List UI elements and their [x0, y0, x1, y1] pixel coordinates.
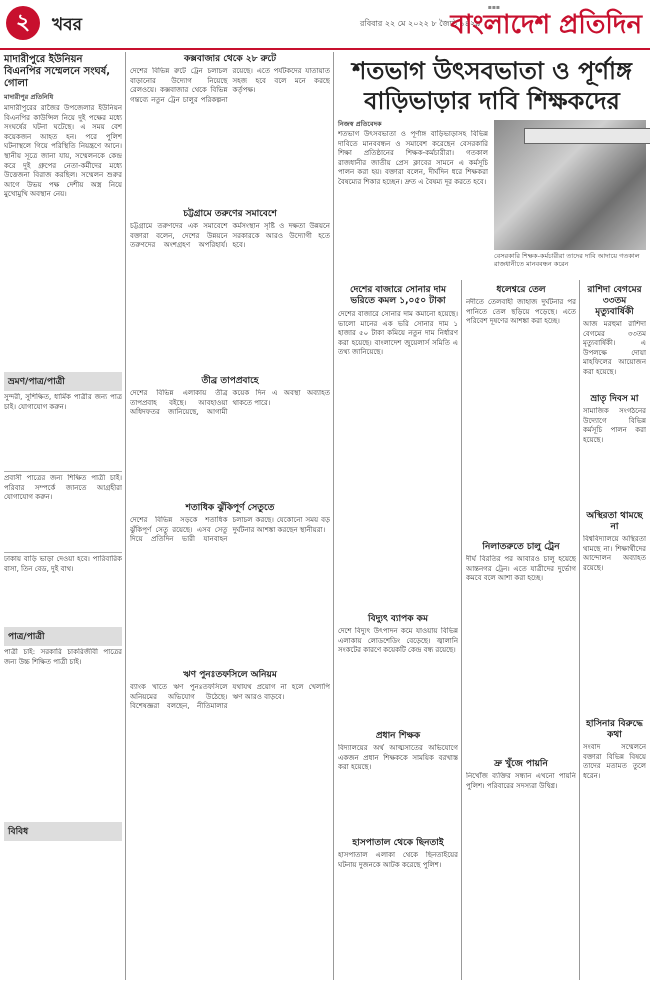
story-headline: অস্থিরতা থামছে না [586, 511, 643, 532]
story-body: সংবাদ সম্মেলনে বক্তারা বিভিন্ন বিষয়ে তাদের মতামত তুলে ধরেন। [583, 743, 646, 780]
story-body: বিশ্ববিদ্যালয়ে অস্থিরতা থামছে না। শিক্ষার্থীদের আন্দোলন অব্যাহত রয়েছে। [583, 535, 646, 572]
lead-photo [494, 120, 646, 250]
logo-mark: ▪▪▪ [487, 4, 500, 11]
column-divider [333, 52, 334, 980]
story-headline: কক্সবাজার থেকে ২৮ রুটে [183, 54, 277, 64]
story-headline: ধলেশ্বরে তেল [496, 285, 546, 295]
newspaper-logo: বাংলাদেশ প্রতিদিন [450, 10, 642, 40]
section-title: খবর [52, 15, 82, 35]
story-body: ব্যাংক খাতে ঋণ পুনঃতফসিলে অনিয়মের অভিযোগ উঠেছে। বিশেষজ্ঞরা বলছেন, নীতিমালার যথাযথ প্রয়োগ না হলে খেলাপি ঋণ আরও বাড়বে। [130, 683, 330, 711]
story-body: দেশের বিভিন্ন সড়কে শতাধিক ঝুঁকিপূর্ণ সেতু রয়েছে। এসব সেতু দিয়ে প্রতিদিন ভারী যানবাহন চলাচল করছে। যেকোনো সময় বড় দুর্ঘটনার আশঙ্কা করছেন স্থানীয়রা। [130, 516, 330, 544]
lead-byline: নিজস্ব প্রতিবেদক [338, 120, 382, 128]
story-headline: নিলাতরুতে চালু ট্রেন [482, 542, 560, 552]
lead-story-text [338, 120, 488, 262]
story-body: দেশে বিদ্যুৎ উৎপাদন কমে যাওয়ায় বিভিন্ন এলাকায় লোডশেডিং বেড়েছে। জ্বালানি সংকটের কারণে কয়েকটি কেন্দ্র বন্ধ রয়েছে। [338, 627, 458, 655]
story-headline: তীব্র তাপপ্রবাহে [201, 376, 259, 386]
story-body: সামাজিক সংগঠনের উদ্যোগে বিভিন্ন কর্মসূচি পালন করা হয়েছে। [583, 407, 646, 444]
classifieds-heading-2: পাত্র/পাত্রী [4, 627, 122, 646]
story-headline: রাশিদা বেগমের ৩৩তম মৃত্যুবার্ষিকী [587, 285, 642, 317]
page-number: ২ [6, 6, 40, 40]
story-headline: হাসপাতাল থেকে ছিনতাই [352, 838, 444, 848]
story-headline: প্রধান শিক্ষক [375, 731, 421, 741]
lead-body: শতভাগ উৎসবভাতা ও পূর্ণাঙ্গ বাড়িভাড়াসহ বিভিন্ন দাবিতে মানববন্ধন ও সমাবেশ করেছেন বেসরকারি শিক্ষা প্রতিষ্ঠানের শিক্ষক-কর্মচারীরা। গতকাল রাজধানীর জাতীয় প্রেস ক্লাবের সামনে এ কর্মসূচি পালন করা হয়। বক্তারা বলেন, দীর্ঘদিন ধরে শিক্ষকরা বৈষম্যের শিকার হচ্ছেন। দ্রুত এ বৈষম্য দূর করতে হবে। [338, 130, 488, 186]
protest-banner [524, 128, 650, 144]
story-headline: চট্টগ্রামে তরুণের সমাবেশে [183, 209, 277, 219]
story-headline: বিদ্যুৎ ব্যাপক কম [368, 614, 428, 624]
left-byline: মাদারীপুর প্রতিনিধি [4, 93, 54, 101]
classified-item: সুন্দরী, সুশিক্ষিত, ধার্মিক পাত্রীর জন্য পাত্র চাই। যোগাযোগ করুন। [4, 393, 122, 472]
column-divider [579, 280, 580, 980]
column-divider [125, 52, 126, 980]
story-body: হাসপাতাল এলাকা থেকে ছিনতাইয়ের ঘটনায় দুজনকে আটক করেছে পুলিশ। [338, 851, 458, 869]
story-body: আজ মরহুমা রাশিদা বেগমের ৩৩তম মৃত্যুবার্ষিকী। এ উপলক্ষে দোয়া মাহফিলের আয়োজন করা হয়েছে। [583, 320, 646, 376]
lead-story-headline [338, 56, 646, 116]
classifieds-heading-1: ভ্রমণ/পাত্র/পাত্রী [4, 372, 122, 391]
left-body: মাদারীপুরের রাজৈর উপজেলার ইউনিয়ন বিএনপির কাউন্সিল নিয়ে দুই পক্ষের মধ্যে সংঘর্ষের ঘটনা ঘটেছে। এ সময় বেশ কয়েকজন আহত হন। পরে পুলিশ ঘটনাস্থলে গিয়ে পরিস্থিতি নিয়ন্ত্রণে আনে। স্থানীয় সূত্রে জানা যায়, সম্মেলনকে কেন্দ্র করে দুই গ্রুপের নেতা-কর্মীদের মধ্যে উত্তেজনা বিরাজ করছিল। সম্মেলন শুরুর আগে উভয় পক্ষ দেশীয় অস্ত্র নিয়ে মুখোমুখি অবস্থান নেয়। [4, 104, 122, 199]
story-headline: হাসিনার বিরুদ্ধে কথা [586, 719, 643, 740]
story-body: বিদ্যালয়ের অর্থ আত্মসাতের অভিযোগে একজন প্রধান শিক্ষককে সাময়িক বরখাস্ত করা হয়েছে। [338, 744, 458, 772]
story-body: চট্টগ্রামে তরুণদের এক সমাবেশে বক্তারা বলেন, দেশের উন্নয়নে তরুণদের অংশগ্রহণ অপরিহার্য। কর্মসংস্থান সৃষ্টি ও দক্ষতা উন্নয়নে সরকারকে আরও উদ্যোগী হতে হবে। [130, 222, 330, 250]
left-headline: মাদারীপুরে ইউনিয়ন বিএনপির সম্মেলনে সংঘর্ষ, গোলা [4, 54, 111, 89]
story-body: দেশের বিভিন্ন রুটে ট্রেন চলাচল বাড়ানোর উদ্যোগ নিয়েছে রেলওয়ে। কক্সবাজার থেকে বিভিন্ন গন্তব্যে নতুন ট্রেন চালুর পরিকল্পনা রয়েছে। এতে পর্যটকদের যাতায়াত সহজ হবে বলে মনে করছে কর্তৃপক্ষ। [130, 67, 330, 104]
classifieds-heading-3: বিবিধ [4, 822, 122, 841]
classified-item: প্রবাসী পাত্রের জন্য শিক্ষিত পাত্রী চাই। পরিবার সম্পর্কে জানতে আগ্রহীরা যোগাযোগ করুন। [4, 474, 122, 553]
story-body: নিখোঁজ ব্যক্তির সন্ধান এখনো পায়নি পুলিশ। পরিবারের সদস্যরা উদ্বিগ্ন। [466, 772, 576, 790]
classifieds [4, 372, 122, 841]
story-body: দেশের বাজারে সোনার দাম কমানো হয়েছে। ভালো মানের এক ভরি সোনার দাম ১ হাজার ৫০ টাকা কমিয়ে নতুন দাম নির্ধারণ করা হয়েছে। বাংলাদেশ জুয়েলার্স সমিতি এ তথ্য জানিয়েছে। [338, 310, 458, 357]
story-body: দেশের বিভিন্ন এলাকায় তীব্র তাপপ্রবাহ বইছে। আবহাওয়া অধিদফতর জানিয়েছে, আগামী কয়েক দিন এ অবস্থা অব্যাহত থাকতে পারে। [130, 389, 330, 417]
dateline: রবিবার ২২ মে ২০২২ ৮ জ্যৈষ্ঠ ১৪২৯ [360, 19, 481, 28]
left-column [4, 54, 122, 354]
story-headline: দ্রু খুঁজে পায়নি [494, 759, 548, 769]
column-two [130, 54, 330, 833]
right-column [583, 285, 646, 893]
story-body: দীর্ঘ বিরতির পর আবারও চালু হয়েছে আন্তনগর ট্রেন। এতে যাত্রীদের দুর্ভোগ কমবে বলে আশা করা হচ্ছে। [466, 555, 576, 583]
right-mid-column [466, 285, 576, 922]
photo-caption: বেসরকারি শিক্ষক-কর্মচারীরা তাদের দাবি আদায়ে গতকাল রাজধানীতে মানববন্ধন করেন [494, 252, 640, 268]
column-divider [461, 280, 462, 980]
story-headline: ভ্রাতৃ দিবস মা [590, 394, 639, 404]
page-header [0, 0, 650, 50]
story-headline: শতাধিক ঝুঁকিপূর্ণ সেতুতে [185, 503, 275, 513]
lead-headline-line-2: বাড়িভাড়ার দাবি শিক্ষকদের [364, 86, 620, 115]
story-headline: দেশের বাজারে সোনার দাম ভরিতে কমল ১,০৫০ টাকা [350, 285, 446, 306]
classified-item: ঢাকায় বাড়ি ভাড়া দেওয়া হবে। পারিবারিক বাসা, তিন বেড, দুই বাথ। [4, 555, 122, 573]
mid-column [338, 285, 458, 921]
classified-item: পাত্রী চাই: সরকারি চাকরিজীবী পাত্রের জন্য উচ্চ শিক্ষিত পাত্রী চাই। [4, 648, 122, 666]
story-headline: ঋণ পুনঃতফসিলে অনিয়ম [183, 670, 277, 680]
lead-headline-line-1: শতভাগ উৎসবভাতা ও পূর্ণাঙ্গ [352, 56, 632, 85]
story-body: নদীতে তেলবাহী জাহাজ দুর্ঘটনার পর পানিতে তেল ছড়িয়ে পড়েছে। এতে পরিবেশ দূষণের আশঙ্কা করা হচ্ছে। [466, 298, 576, 326]
